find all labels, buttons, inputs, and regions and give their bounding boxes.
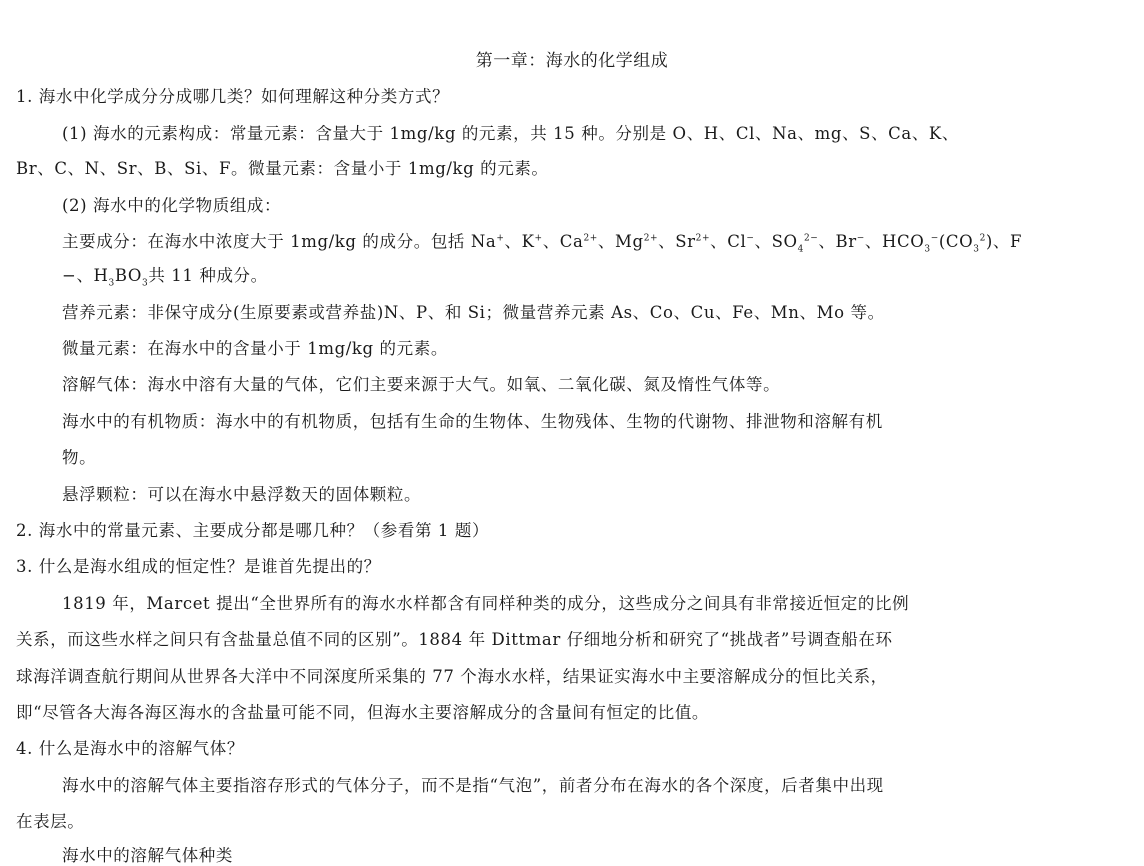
q1-dissolved-gases: 溶解气体：海水中溶有大量的气体，它们主要来源于大气。如氧、二氧化碳、氮及惰性气体等。 — [62, 375, 781, 394]
ion-subscript: 4 — [797, 244, 804, 255]
q3-answer-line1: 1819 年，Marcet 提出“全世界所有的海水水样都含有同样种类的成分，这些成分之间具有非常接近恒定的比例 — [62, 594, 910, 613]
major-text: − — [62, 266, 77, 285]
major-text: 、Br — [818, 232, 857, 251]
q3-answer-line4: 即“尽管各大海各海区海水的含盐量可能不同，但海水主要溶解成分的含量间有恒定的比值。 — [16, 703, 710, 722]
ion-subscript: 3 — [924, 244, 931, 255]
q1-suspended-particles: 悬浮颗粒：可以在海水中悬浮数天的固体颗粒。 — [62, 485, 422, 504]
major-text: 、H — [76, 266, 109, 285]
q4-answer-line2: 在表层。 — [16, 812, 85, 831]
ion-charge: 2 — [979, 233, 986, 244]
major-text: 、Cl — [710, 232, 747, 251]
major-text: BO — [114, 266, 143, 285]
question-1: 1. 海水中化学成分分成哪几类？如何理解这种分类方式？ — [16, 87, 450, 106]
ion-charge: 2+ — [643, 233, 659, 244]
major-text: 、Sr — [658, 232, 696, 251]
ion-charge: − — [930, 233, 939, 244]
q1-organic-matter-line1: 海水中的有机物质：海水中的有机物质，包括有生命的生物体、生物残体、生物的代谢物、排泄物和溶解有机 — [62, 412, 883, 431]
major-text: 、Mg — [597, 232, 644, 251]
q4-answer-line3-partial: 海水中的溶解气体种类 — [62, 846, 233, 865]
q1-element-composition-line1: (1) 海水的元素构成：常量元素：含量大于 1mg/kg 的元素，共 15 种。分别是 O、H、Cl、Na、mg、S、Ca、K、 — [62, 124, 959, 143]
ion-charge: − — [856, 233, 865, 244]
ion-subscript: 3 — [973, 244, 980, 255]
q1-organic-matter-line2: 物。 — [62, 448, 97, 467]
major-text: (CO — [938, 232, 974, 251]
ion-subscript: 3 — [142, 278, 149, 289]
major-text: 、Ca — [542, 232, 584, 251]
ion-charge: 2− — [803, 233, 819, 244]
question-4: 4. 什么是海水中的溶解气体？ — [16, 739, 244, 758]
major-text: )、F — [985, 232, 1023, 251]
q1-element-composition-line2: Br、C、N、Sr、B、Si、F。微量元素：含量小于 1mg/kg 的元素。 — [16, 159, 549, 178]
major-text: 、SO — [754, 232, 798, 251]
q1-substance-composition-heading: (2) 海水中的化学物质组成： — [62, 196, 282, 215]
chapter-title: 第一章：海水的化学组成 — [475, 51, 669, 71]
q1-major-constituents-line2 — [62, 266, 268, 289]
major-text: 共 11 种成分。 — [148, 266, 268, 285]
question-2: 2. 海水中的常量元素、主要成分都是哪几种？（参看第 1 题） — [16, 521, 490, 540]
question-3: 3. 什么是海水组成的恒定性？是谁首先提出的？ — [16, 557, 381, 576]
major-text: 、K — [504, 232, 535, 251]
q1-major-constituents-line1 — [62, 232, 1023, 255]
q1-trace-elements: 微量元素：在海水中的含量小于 1mg/kg 的元素。 — [62, 339, 448, 358]
ion-charge: 2+ — [583, 233, 598, 244]
ion-charge: 2+ — [695, 233, 711, 244]
q3-answer-line2: 关系，而这些水样之间只有含盐量总值不同的区别”。1884 年 Dittmar 仔细地分析和研究了“挑战者”号调查船在环 — [16, 630, 893, 649]
q3-answer-line3: 球海洋调查航行期间从世界各大洋中不同深度所采集的 77 个海水水样，结果证实海水中主要溶解成分的恒比关系， — [16, 667, 888, 686]
q4-answer-line1: 海水中的溶解气体主要指溶存形式的气体分子，而不是指“气泡”，前者分布在海水的各个深度，后者集中出现 — [62, 776, 884, 795]
ion-subscript: 3 — [108, 278, 115, 289]
ion-charge: + — [496, 233, 505, 244]
q1-nutrients: 营养元素：非保守成分(生原要素或营养盐)N、P、和 Si；微量营养元素 As、Co、Cu、Fe、Mn、Mo 等。 — [62, 303, 885, 322]
major-text: 主要成分：在海水中浓度大于 1mg/kg 的成分。包括 Na — [62, 232, 497, 251]
ion-charge: − — [746, 233, 755, 244]
ion-charge: + — [534, 233, 543, 244]
major-text: 、HCO — [864, 232, 925, 251]
